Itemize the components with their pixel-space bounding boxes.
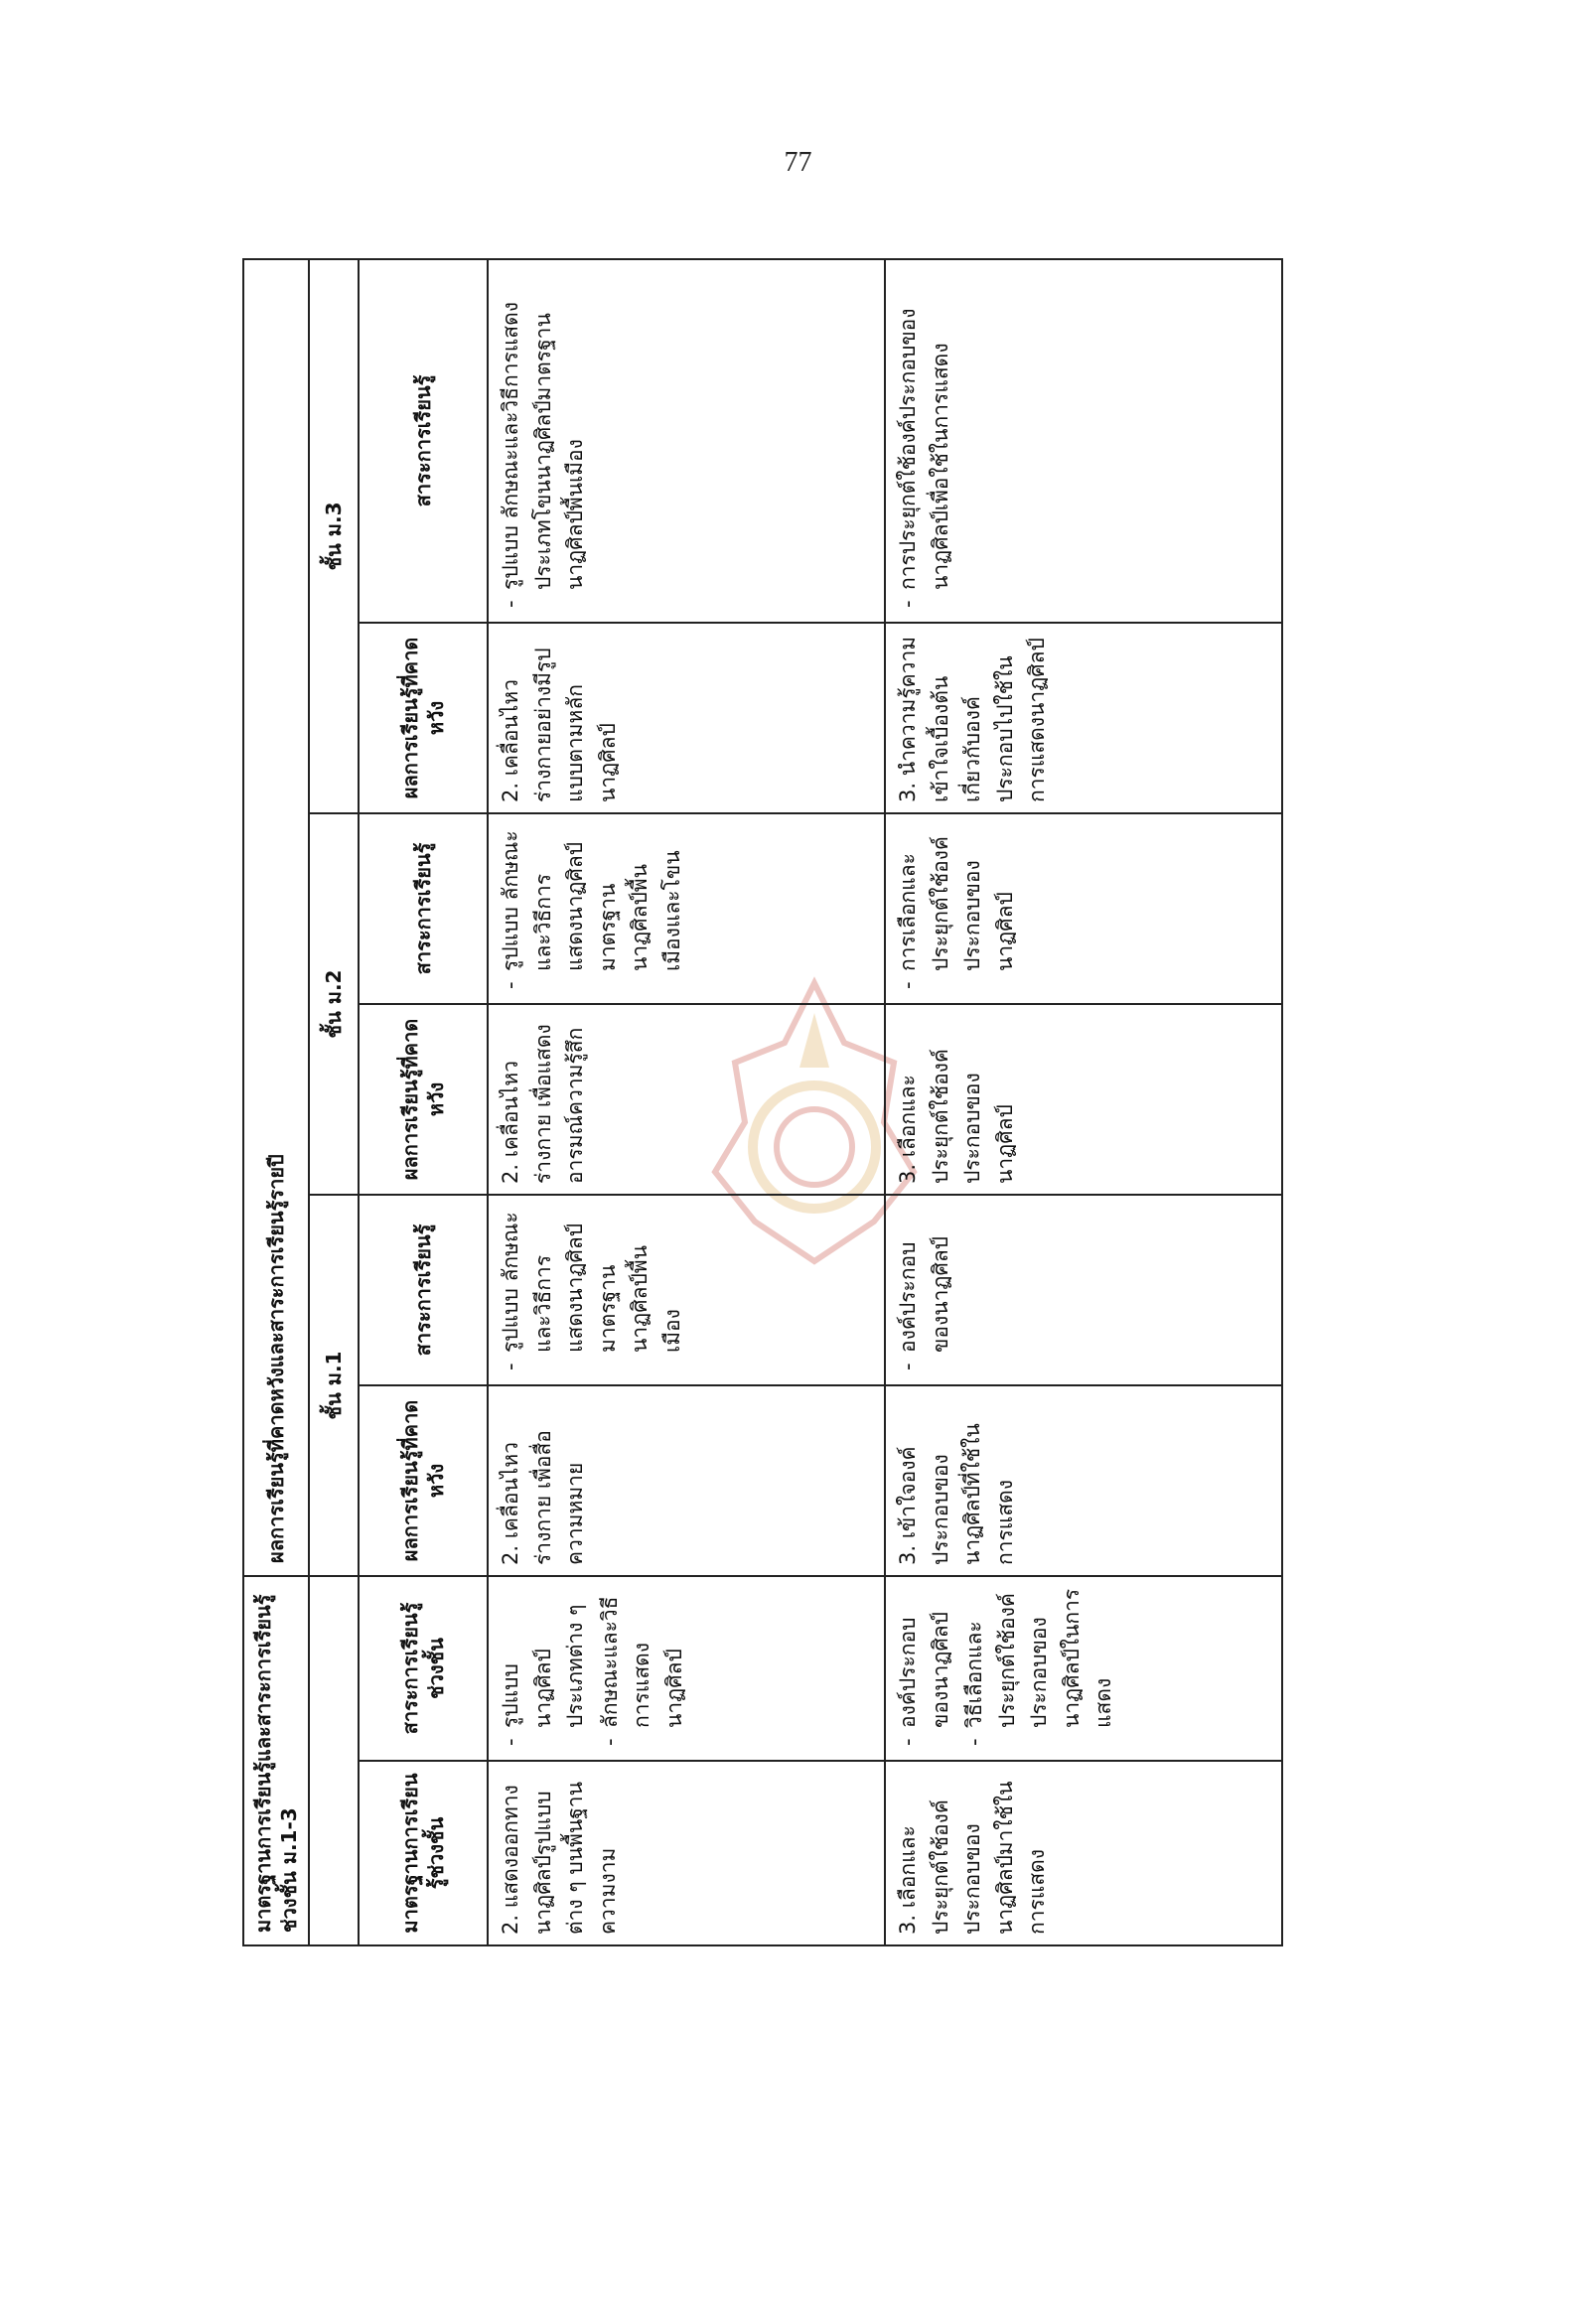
standard-cell: 3. เลือกและประยุกต์ใช้องค์ประกอบของนาฏศิลป์มาใช้ในการแสดง [885, 1761, 1282, 1945]
group-header-outcomes: ผลการเรียนรู้ที่คาดหวังและสาระการเรียนรู้รายปี [243, 259, 309, 1576]
col-header-m2-content: สาระการเรียนรู้ [359, 813, 488, 1004]
list-item: - รูปแบบนาฏศิลป์ประเภทต่าง ๆ [495, 1587, 592, 1728]
content-range-cell [488, 1576, 885, 1761]
table-row [488, 259, 885, 1945]
m1-content-cell [488, 1195, 885, 1385]
m2-content-cell [885, 813, 1282, 1004]
table-row [885, 259, 1282, 1945]
list-item: - องค์ประกอบของนาฏศิลป์ [892, 1206, 956, 1353]
list-item: - รูปแบบ ลักษณะและวิธีการแสดงนาฏศิลป์มาตรฐานนาฏศิลป์พื้นเมืองและโขน [495, 824, 688, 971]
standard-cell: 2. แสดงออกทางนาฏศิลป์รูปแบบต่าง ๆ บนพื้นฐานความงาม [488, 1761, 885, 1945]
col-header-m2-outcome: ผลการเรียนรู้ที่คาดหวัง [359, 1004, 488, 1195]
col-header-m3-outcome: ผลการเรียนรู้ที่คาดหวัง [359, 623, 488, 813]
col-header-content-range: สาระการเรียนรู้ช่วงชั้น [359, 1576, 488, 1761]
grade-header-m2: ชั้น ม.2 [309, 813, 359, 1195]
rotated-table-frame [242, 260, 1275, 1946]
col-header-m1-content: สาระการเรียนรู้ [359, 1195, 488, 1385]
m1-content-cell [885, 1195, 1282, 1385]
m3-content-cell [885, 259, 1282, 623]
list-item: - รูปแบบ ลักษณะและวิธีการแสดงประเภทโขนนาฏศิลป์มาตรฐานนาฏศิลป์พื้นเมือง [495, 270, 592, 590]
curriculum-table [242, 258, 1283, 1946]
m3-outcome-cell: 2. เคลื่อนไหวร่างกายอย่างมีรูปแบบตามหลักนาฏศิลป์ [488, 623, 885, 813]
col-header-standard: มาตรฐานการเรียนรู้ช่วงชั้น [359, 1761, 488, 1945]
group-header-standards: มาตรฐานการเรียนรู้และสาระการเรียนรู้ ช่วงชั้น ม.1-3 [243, 1576, 309, 1945]
col-header-m1-outcome: ผลการเรียนรู้ที่คาดหวัง [359, 1385, 488, 1576]
m1-outcome-cell: 2. เคลื่อนไหวร่างกาย เพื่อสื่อความหมาย [488, 1385, 885, 1576]
list-item: - ลักษณะและวิธีการแสดงนาฏศิลป์ [594, 1587, 691, 1728]
list-item: - รูปแบบ ลักษณะและวิธีการแสดงนาฏศิลป์มาตรฐานนาฏศิลป์พื้นเมือง [495, 1206, 688, 1353]
grade-header-m3: ชั้น ม.3 [309, 259, 359, 813]
grade-header-m1: ชั้น ม.1 [309, 1195, 359, 1576]
m3-content-cell [488, 259, 885, 623]
m1-outcome-cell: 3. เข้าใจองค์ประกอบของนาฏศิลป์ที่ใช้ในการแสดง [885, 1385, 1282, 1576]
m3-outcome-cell: 3. นำความรู้ความเข้าใจเบื้องต้นเกี่ยวกับองค์ประกอบไปใช้ในการแสดงนาฏศิลป์ [885, 623, 1282, 813]
list-item: - วิธีเลือกและประยุกต์ใช้องค์ประกอบของนาฏศิลป์ในการแสดง [958, 1587, 1120, 1728]
header-spacer [309, 1576, 359, 1945]
m2-outcome-cell: 2. เคลื่อนไหวร่างกาย เพื่อแสดงอารมณ์ความรู้สึก [488, 1004, 885, 1195]
page-number: 77 [784, 147, 812, 178]
content-range-cell [885, 1576, 1282, 1761]
col-header-m3-content: สาระการเรียนรู้ [359, 259, 488, 623]
list-item: - องค์ประกอบของนาฏศิลป์ [892, 1587, 956, 1728]
list-item: - การประยุกต์ใช้องค์ประกอบของนาฏศิลป์เพื่อใช้ในการแสดง [892, 270, 956, 590]
m2-content-cell [488, 813, 885, 1004]
list-item: - การเลือกและประยุกต์ใช้องค์ประกอบของนาฏศิลป์ [892, 824, 1021, 971]
m2-outcome-cell: 3. เลือกและประยุกต์ใช้องค์ประกอบของนาฏศิลป์ [885, 1004, 1282, 1195]
